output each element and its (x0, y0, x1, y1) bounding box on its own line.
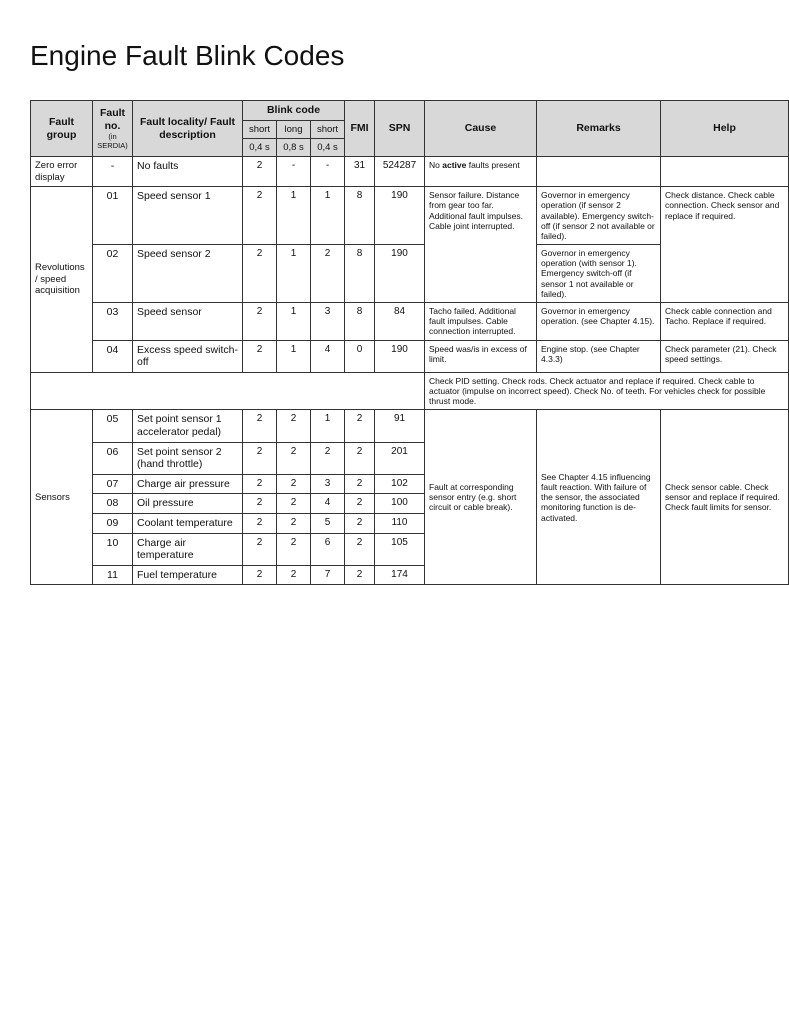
blink-long: 1 (277, 303, 311, 341)
spn: 201 (375, 442, 425, 474)
header-blink-time-1: 0,4 s (243, 138, 277, 156)
blink-short-2: 2 (311, 245, 345, 303)
blink-long: 2 (277, 565, 311, 585)
fault-no: 03 (93, 303, 133, 341)
blink-long: 2 (277, 494, 311, 514)
cause-no-faults-suffix: faults present (466, 160, 520, 171)
blink-short-2: 2 (311, 442, 345, 474)
header-blink-code: Blink code (243, 101, 345, 121)
blink-short-2: 4 (311, 494, 345, 514)
fault-locality: Charge air temperature (133, 533, 243, 565)
cause-no-faults-active: active (442, 160, 467, 171)
fmi: 8 (345, 303, 375, 341)
header-spn: SPN (375, 101, 425, 157)
fmi: 2 (345, 533, 375, 565)
header-fmi: FMI (345, 101, 375, 157)
blink-short-2: 6 (311, 533, 345, 565)
fmi: 8 (345, 245, 375, 303)
table-row-note (31, 372, 789, 410)
spn: 190 (375, 187, 425, 245)
help-empty (661, 157, 789, 187)
blink-short-2: - (311, 157, 345, 187)
cause-excess-speed (425, 340, 537, 372)
note-spacer (31, 372, 425, 410)
spn: 110 (375, 513, 425, 533)
spn: 190 (375, 340, 425, 372)
spn: 84 (375, 303, 425, 341)
spn: 102 (375, 474, 425, 494)
fault-no: 09 (93, 513, 133, 533)
blink-short-1: 2 (243, 474, 277, 494)
remarks-speed-sensor-1: Governor in emergency operation (if sensor 2 available). Emergency switch-off (if sensor 2 not available or failed). (537, 187, 661, 245)
blink-short-1: 2 (243, 533, 277, 565)
cause-speed-sensor-12: Sensor failure. Distance from gear too far. Additional fault impulses. Cable joint interrupted. (425, 187, 537, 303)
fault-no: 01 (93, 187, 133, 245)
fmi: 31 (345, 157, 375, 187)
blink-long: 2 (277, 533, 311, 565)
blink-short-1: 2 (243, 513, 277, 533)
fault-locality: No faults (133, 157, 243, 187)
fault-blink-code-table (30, 100, 789, 585)
header-fault-no (93, 101, 133, 157)
cause-no-faults-prefix: No (429, 160, 443, 171)
blink-short-2: 5 (311, 513, 345, 533)
blink-long: - (277, 157, 311, 187)
fault-locality: Speed sensor 2 (133, 245, 243, 303)
blink-long: 2 (277, 474, 311, 494)
header-blink-time-2: 0,8 s (277, 138, 311, 156)
header-remarks: Remarks (537, 101, 661, 157)
blink-short-2: 7 (311, 565, 345, 585)
blink-short-1: 2 (243, 303, 277, 341)
spn: 91 (375, 410, 425, 442)
group-zero-error: Zero error display (31, 157, 93, 187)
group-sensors: Sensors (31, 410, 93, 585)
spn: 105 (375, 533, 425, 565)
fault-no: 05 (93, 410, 133, 442)
fault-no: - (93, 157, 133, 187)
fault-locality: Oil pressure (133, 494, 243, 514)
page-title: Engine Fault Blink Codes (30, 40, 345, 71)
blink-short-1: 2 (243, 187, 277, 245)
blink-long: 1 (277, 187, 311, 245)
remarks-empty (537, 157, 661, 187)
blink-short-1: 2 (243, 157, 277, 187)
fault-locality: Speed sensor 1 (133, 187, 243, 245)
fault-locality: Fuel temperature (133, 565, 243, 585)
cause-excess-speed-text: Speed was/is in excess of limit. (429, 343, 527, 364)
fault-no: 11 (93, 565, 133, 585)
blink-long: 1 (277, 245, 311, 303)
blink-short-1: 2 (243, 340, 277, 372)
fmi: 2 (345, 410, 375, 442)
group-revolutions: Revolutions / speed acquisition (31, 187, 93, 373)
header-help: Help (661, 101, 789, 157)
help-speed-sensor: Check cable connection and Tacho. Replace if required. (661, 303, 789, 341)
fault-locality: Coolant temperature (133, 513, 243, 533)
help-sensors: Check sensor cable. Check sensor and replace if required. Check fault limits for sensor. (661, 410, 789, 585)
header-blink-short-2: short (311, 120, 345, 138)
fault-no: 06 (93, 442, 133, 474)
fault-locality: Charge air pressure (133, 474, 243, 494)
fmi: 2 (345, 513, 375, 533)
table-row (31, 410, 789, 442)
remarks-speed-sensor-2: Governor in emergency operation (with sensor 1). Emergency switch-off (if sensor 1 not available or failed). (537, 245, 661, 303)
blink-short-2: 1 (311, 410, 345, 442)
fmi: 2 (345, 494, 375, 514)
fault-no: 08 (93, 494, 133, 514)
blink-short-2: 3 (311, 303, 345, 341)
cause-no-faults (425, 157, 537, 187)
table-row (31, 187, 789, 245)
blink-long: 2 (277, 442, 311, 474)
blink-short-1: 2 (243, 410, 277, 442)
blink-short-2: 4 (311, 340, 345, 372)
blink-short-1: 2 (243, 494, 277, 514)
header-fault-no-note: (in SERDIA) (97, 132, 128, 151)
cause-sensors: Fault at corresponding sensor entry (e.g. short circuit or cable break). (425, 410, 537, 585)
fault-no: 04 (93, 340, 133, 372)
remarks-excess-speed: Engine stop. (see Chapter 4.3.3) (537, 340, 661, 372)
spn: 190 (375, 245, 425, 303)
table-row (31, 340, 789, 372)
header-cause: Cause (425, 101, 537, 157)
blink-long: 2 (277, 513, 311, 533)
spn: 524287 (375, 157, 425, 187)
blink-short-1: 2 (243, 245, 277, 303)
fmi: 2 (345, 474, 375, 494)
blink-long: 1 (277, 340, 311, 372)
fault-locality: Speed sensor (133, 303, 243, 341)
header-blink-time-3: 0,4 s (311, 138, 345, 156)
blink-short-1: 2 (243, 565, 277, 585)
fmi: 2 (345, 565, 375, 585)
spn: 100 (375, 494, 425, 514)
fault-locality: Set point sensor 2 (hand throttle) (133, 442, 243, 474)
help-speed-sensor-12: Check distance. Check cable connection. Check sensor and replace if required. (661, 187, 789, 303)
cause-speed-sensor: Tacho failed. Additional fault impulses. Cable connection interrupted. (425, 303, 537, 341)
blink-short-2: 1 (311, 187, 345, 245)
fmi: 0 (345, 340, 375, 372)
header-fault-locality: Fault locality/ Fault description (133, 101, 243, 157)
fault-locality: Set point sensor 1 accelerator pedal) (133, 410, 243, 442)
help-check-pid: Check PID setting. Check rods. Check actuator and replace if required. Check cable to actuator (impulse on incorrect speed). Check No. of teeth. For vehicles check for possible thrust mode. (425, 372, 789, 410)
fault-no: 10 (93, 533, 133, 565)
blink-short-1: 2 (243, 442, 277, 474)
header-fault-group: Fault group (31, 101, 93, 157)
table-row (31, 157, 789, 187)
fault-locality: Excess speed switch-off (133, 340, 243, 372)
fmi: 8 (345, 187, 375, 245)
fmi: 2 (345, 442, 375, 474)
remarks-sensors: See Chapter 4.15 influencing fault reaction. With failure of the sensor, the associated monitoring function is de-activated. (537, 410, 661, 585)
spn: 174 (375, 565, 425, 585)
fault-no: 07 (93, 474, 133, 494)
help-excess-speed: Check parameter (21). Check speed settings. (661, 340, 789, 372)
blink-short-2: 3 (311, 474, 345, 494)
blink-long: 2 (277, 410, 311, 442)
remarks-speed-sensor: Governor in emergency operation. (see Chapter 4.15). (537, 303, 661, 341)
fault-no: 02 (93, 245, 133, 303)
header-fault-no-label: Fault no. (99, 107, 126, 132)
header-blink-short-1: short (243, 120, 277, 138)
header-blink-long: long (277, 120, 311, 138)
table-row (31, 303, 789, 341)
